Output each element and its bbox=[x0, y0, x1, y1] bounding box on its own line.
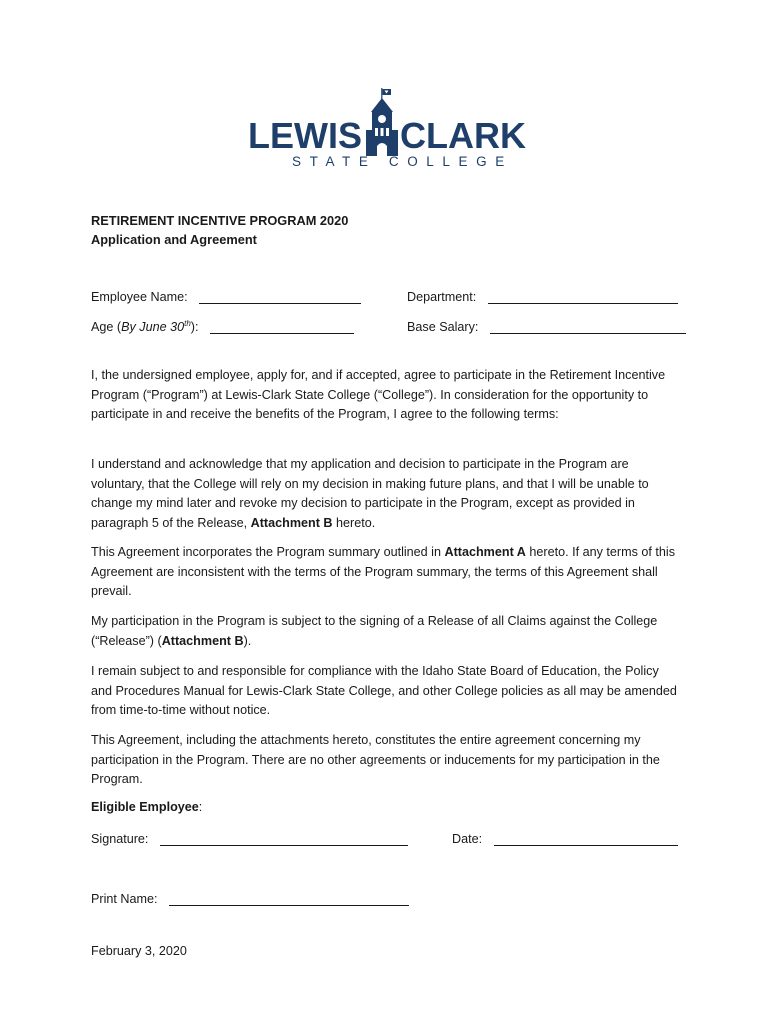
date-field[interactable] bbox=[494, 831, 678, 846]
department-row bbox=[407, 289, 678, 304]
document-title: RETIREMENT INCENTIVE PROGRAM 2020 bbox=[91, 213, 349, 228]
base-salary-row bbox=[407, 319, 686, 334]
logo-word-lewis: LEWIS bbox=[248, 115, 362, 156]
logo-word-clark: CLARK bbox=[400, 115, 526, 156]
paragraph-entire-agreement: This Agreement, including the attachments hereto, constitutes the entire agreement concerning my participation in the Program. There are no other agreements or inducements for my participation in the Program. bbox=[91, 733, 660, 787]
attachment-a-ref: Attachment A bbox=[444, 545, 526, 559]
department-field[interactable] bbox=[488, 289, 678, 304]
signature-label: Signature: bbox=[91, 832, 149, 846]
print-name-row bbox=[91, 891, 409, 906]
age-label: Age (By June 30th): bbox=[91, 319, 199, 335]
paragraph-intro: I, the undersigned employee, apply for, and if accepted, agree to participate in the Retirement Incentive Program (“Program”) at Lewis-Clark State College (“College”). In consideration for the opportunity to participate in and receive the benefits of the Program, I agree to the following terms: bbox=[91, 368, 666, 422]
print-name-label: Print Name: bbox=[91, 892, 158, 906]
footer-date: February 3, 2020 bbox=[91, 944, 187, 958]
date-label: Date: bbox=[452, 832, 483, 846]
college-logo bbox=[248, 88, 524, 172]
paragraph-release: My participation in the Program is subject to the signing of a Release of all Claims against the College (“Release”) (Attachment B). bbox=[91, 614, 658, 648]
document-subtitle: Application and Agreement bbox=[91, 232, 257, 247]
base-salary-field[interactable] bbox=[490, 319, 686, 334]
age-field[interactable] bbox=[210, 319, 354, 334]
base-salary-label: Base Salary: bbox=[407, 320, 479, 334]
eligible-employee-heading: Eligible Employee: bbox=[91, 800, 203, 814]
paragraph-voluntary: I understand and acknowledge that my application and decision to participate in the Program are voluntary, that the College will rely on my decision in making future plans, and that I will be unable to change my mind later and revoke my decision to participate in the Program, except as provided in paragraph 5 of the Release, Attachment B hereto. bbox=[91, 457, 649, 531]
date-row bbox=[452, 831, 678, 846]
age-row bbox=[91, 319, 354, 334]
paragraph-incorporation: This Agreement incorporates the Program summary outlined in Attachment A hereto. If any terms of this Agreement are inconsistent with the terms of the Program summary, the terms of this Agreement shall prevail. bbox=[91, 545, 675, 599]
logo-subtitle: STATE COLLEGE bbox=[292, 154, 513, 169]
paragraph-compliance: I remain subject to and responsible for compliance with the Idaho State Board of Education, the Policy and Procedures Manual for Lewis-Clark State College, and other College policies as all may be amended from time-to-time without notice. bbox=[91, 664, 677, 718]
print-name-field[interactable] bbox=[169, 891, 409, 906]
signature-row bbox=[91, 831, 408, 846]
employee-name-field[interactable] bbox=[199, 289, 361, 304]
clock-tower-icon bbox=[362, 88, 402, 156]
employee-name-row bbox=[91, 289, 361, 304]
attachment-b-ref: Attachment B bbox=[250, 516, 333, 531]
attachment-b-ref-2: Attachment B bbox=[161, 633, 244, 648]
department-label: Department: bbox=[407, 290, 477, 304]
document-title-block bbox=[91, 211, 348, 249]
employee-name-label: Employee Name: bbox=[91, 290, 188, 304]
signature-field[interactable] bbox=[160, 831, 408, 846]
